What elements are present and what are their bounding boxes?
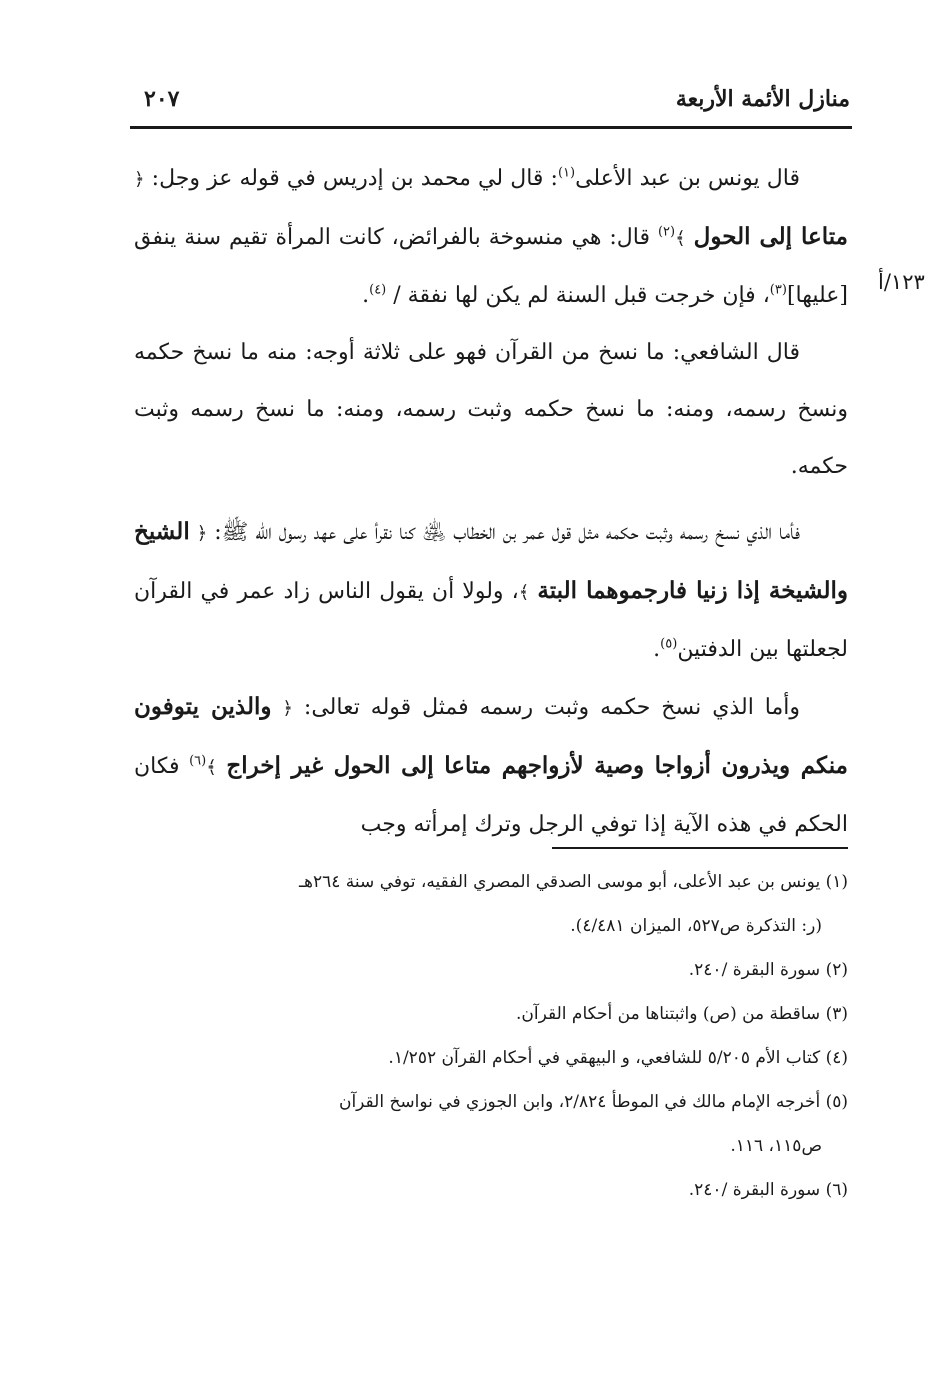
- footnote-ref-1: (١): [557, 165, 576, 181]
- text-run: : قال لي محمد بن إدريس في قوله عز وجل:: [144, 166, 558, 191]
- book-title: منازل الأئمة الأربعة: [675, 86, 850, 112]
- footnote-text: (١) يونس بن عبد الأعلى، أبو موسى الصدقي المصري الفقيه، توفي سنة ٢٦٤هـ: [299, 872, 848, 892]
- text-run: ، فإن خرجت قبل السنة لم يكن لها نفقة /: [386, 283, 770, 308]
- footnote-ref-6: (٦): [189, 753, 207, 769]
- quran-open-brace: ﴿: [196, 523, 208, 544]
- quran-verse: متاعا إلى الحول: [693, 223, 848, 250]
- footnote-4: (٤) كتاب الأم ٥/٢٠٥ للشافعي، و البيهقي في أحكام القرآن ١/٢٥٢.: [388, 1048, 848, 1068]
- paragraph-2: قال الشافعي: ما نسخ من القرآن فهو على ثلاثة أوجه: منه ما نسخ حكمه ونسخ رسمه، ومنه: ما نسخ حكمه وثبت رسمه، ومنه: ما نسخ رسمه وثبت حكمه.: [134, 340, 848, 479]
- footnote-ref-4: (٤): [369, 282, 387, 298]
- footnote-ref-2: (٢): [657, 224, 676, 240]
- text-run: .: [362, 283, 370, 308]
- text-run: فكان الحكم في هذه الآية إذا توفي الرجل وترك إمرأته وجب: [134, 754, 848, 837]
- text-run: ، ولولا أن يقول الناس زاد عمر في القرآن لجعلتها بين الدفتين: [134, 579, 848, 662]
- text-run: فأما الذي نسخ رسمه وثبت حكمه مثل قول عمر بن الخطاب ﵁ كنا نقرأ على عهد رسول الله ﷺ:: [207, 520, 800, 545]
- text-run: قال يونس بن عبد الأعلى: [575, 166, 800, 191]
- footnote-text: ص١١٥، ١١٦.: [730, 1136, 822, 1156]
- quran-open-brace: ﴿: [282, 698, 293, 719]
- footnotes: [134, 860, 848, 1212]
- quran-close-brace: ﴾: [675, 228, 686, 249]
- footnote-6: (٦) سورة البقرة /٢٤٠.: [688, 1180, 848, 1200]
- paragraph-3: [134, 503, 848, 678]
- text-run: وأما الذي نسخ حكمه وثبت رسمه فمثل قوله تعالى:: [292, 695, 800, 720]
- footnote-text: (٥) أخرجه الإمام مالك في الموطأ ٢/٨٢٤، وابن الجوزي في نواسخ القرآن: [338, 1092, 848, 1112]
- footnote-ref-3: (٣): [769, 282, 787, 298]
- footnote-1: [134, 860, 848, 948]
- footnote-5: [134, 1080, 848, 1168]
- running-header: [130, 80, 852, 129]
- footnote-separator: [552, 847, 848, 849]
- footnote-text: (ر: التذكرة ص٥٢٧، الميزان ٤/٤٨١).: [570, 916, 822, 936]
- page-number: ٢٠٧: [144, 86, 180, 112]
- quran-verse: والذين يتوفون منكم ويذرون أزواجا وصية لأزواجهم متاعا إلى الحول غير إخراج: [134, 693, 848, 779]
- quran-close-brace: ﴾: [518, 582, 530, 603]
- paragraph-4: [134, 678, 848, 853]
- quran-close-brace: ﴾: [206, 757, 217, 778]
- quran-verse: الشيخ والشيخة إذا زنيا فارجموهما البتة: [134, 518, 849, 604]
- quran-open-brace: ﴿: [134, 169, 145, 190]
- footnote-3: (٣) ساقطة من (ص) واثبتناها من أحكام القرآن.: [516, 1004, 848, 1024]
- footnote-ref-5: (٥): [660, 636, 678, 652]
- footnote-2: (٢) سورة البقرة /٢٤٠.: [688, 960, 848, 980]
- text-run: .: [653, 637, 661, 662]
- main-text: [134, 150, 848, 853]
- paragraph-1: [134, 150, 848, 324]
- manuscript-folio-note: ١٢٣/أ: [878, 270, 925, 294]
- text-run: قال: هي منسوخة بالفرائض، كانت المرأة تقيم سنة ينفق [عليها]: [134, 225, 848, 308]
